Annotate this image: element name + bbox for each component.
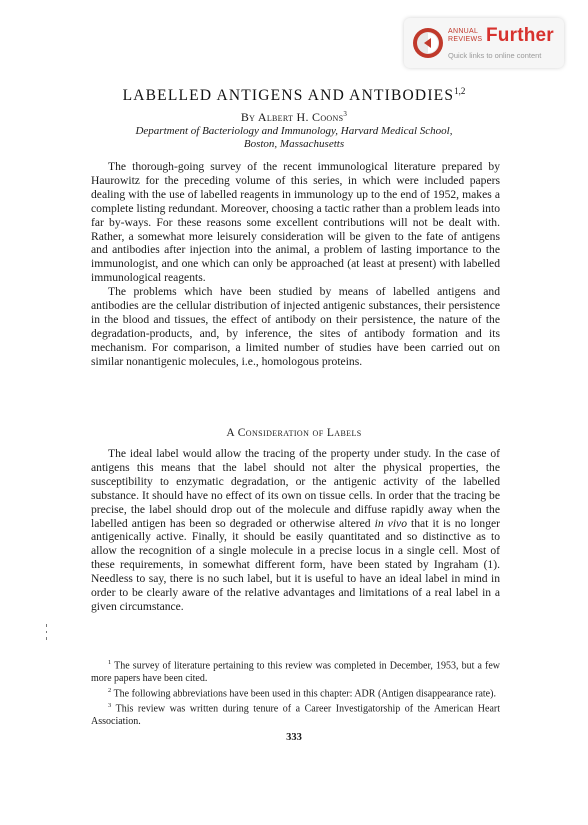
author-byline — [0, 110, 588, 125]
margin-mark — [46, 637, 47, 640]
article-title — [0, 86, 588, 105]
banner-brand — [448, 28, 488, 43]
footnote-text: The survey of literature pertaining to this review was completed in December, 1953, but a few more papers have been cited. — [91, 660, 500, 684]
author-affiliation — [0, 125, 588, 151]
margin-mark — [46, 631, 47, 633]
further-banner-link[interactable] — [404, 18, 564, 68]
page-number: 333 — [286, 732, 302, 743]
banner-tagline: Quick links to online content — [448, 51, 542, 60]
footnote-text: The following abbreviations have been used in this chapter: ADR (Antigen disappearance rate). — [111, 688, 496, 700]
footnote-1 — [91, 657, 500, 685]
section-text — [91, 447, 500, 614]
paragraph-3 — [91, 447, 500, 614]
annual-reviews-logo-icon — [412, 27, 444, 59]
banner-further-text: Further — [486, 25, 554, 46]
footnote-2 — [91, 685, 500, 701]
affiliation-line-1: Department of Bacteriology and Immunology, Harvard Medical School, — [135, 125, 453, 137]
intro-text — [91, 160, 500, 369]
margin-mark — [46, 624, 47, 627]
author-name: By Albert H. Coons — [240, 110, 344, 124]
footnote-mark: 3 — [108, 702, 112, 710]
footnote-3 — [91, 700, 500, 728]
banner-brand-line2: REVIEWS — [448, 35, 483, 43]
paragraph-3-part-2: that it is no longer antigenically active. Finally, it should be easily quantitated and so distinctive as to allow the recognition of a single molecule in a precise locus in a single cell. Most of these requirements, in somewhat different form, have been stated by Ingraham (1). Needless to say, there is no such label, but it is useful to have an ideal label in mind in order to be clearly aware of the relative advantages and limitations of a real label in a given circumstance. — [91, 516, 500, 613]
footnote-text: This review was written during tenure of a Career Investigatorship of the American Heart Association. — [91, 703, 500, 727]
paragraph-3-part-1: The ideal label would allow the tracing of the property under study. In the case of antigens this means that the label should not alter the physical properties, the susceptibility to enzymatic degradation, or the antigenic activity of the labelled substance. It should have no effect of its own on tissue cells. In order that the tracing be precise, the label should drop out of the molecule and diffuse rapidly away when the labelled antigen has been so degraded or otherwise altered — [91, 447, 500, 530]
author-footnote-ref: 3 — [343, 110, 348, 118]
paragraph-1: The thorough-going survey of the recent immunological literature prepared by Haurowitz for the preceding volume of this series, in which were included papers dealing with the use of labelled reagents in immunology up to the end of 1952, makes a complete listing redundant. Moreover, choosing a tactic rather than a problem leads into far by-ways. For these reasons some excellent contributions will not be dealt with. Rather, a somewhat more leisurely consideration will be given to the fate of antigens and antibodies after injection into the animal, a problem of lasting importance to the immunologist, and one which can only be approached (at least at present) with labelled immunological reagents. — [91, 160, 500, 285]
affiliation-line-2: Boston, Massachusetts — [243, 138, 345, 150]
italic-in-vivo: in vivo — [374, 516, 407, 530]
title-footnote-ref: 1,2 — [454, 86, 466, 96]
footnote-mark: 2 — [108, 686, 112, 694]
footnote-mark: 1 — [108, 659, 112, 666]
section-heading: A Consideration of Labels — [226, 427, 362, 439]
paragraph-2: The problems which have been studied by means of labelled antigens and antibodies are the cellular distribution of injected antigenic substances, their persistence in the blood and tissues, the effect of antibody on their persistence, the nature of the degradation-products, and, by inference, the sites of antibody formation and its mechanism. For comparison, a limited number of studies have been carried out on similar nonantigenic molecules, i.e., homologous proteins. — [91, 285, 500, 368]
banner-brand-line1: ANNUAL — [448, 28, 479, 35]
footnotes — [91, 657, 500, 728]
article-title-text: LABELLED ANTIGENS AND ANTIBODIES — [122, 87, 455, 105]
